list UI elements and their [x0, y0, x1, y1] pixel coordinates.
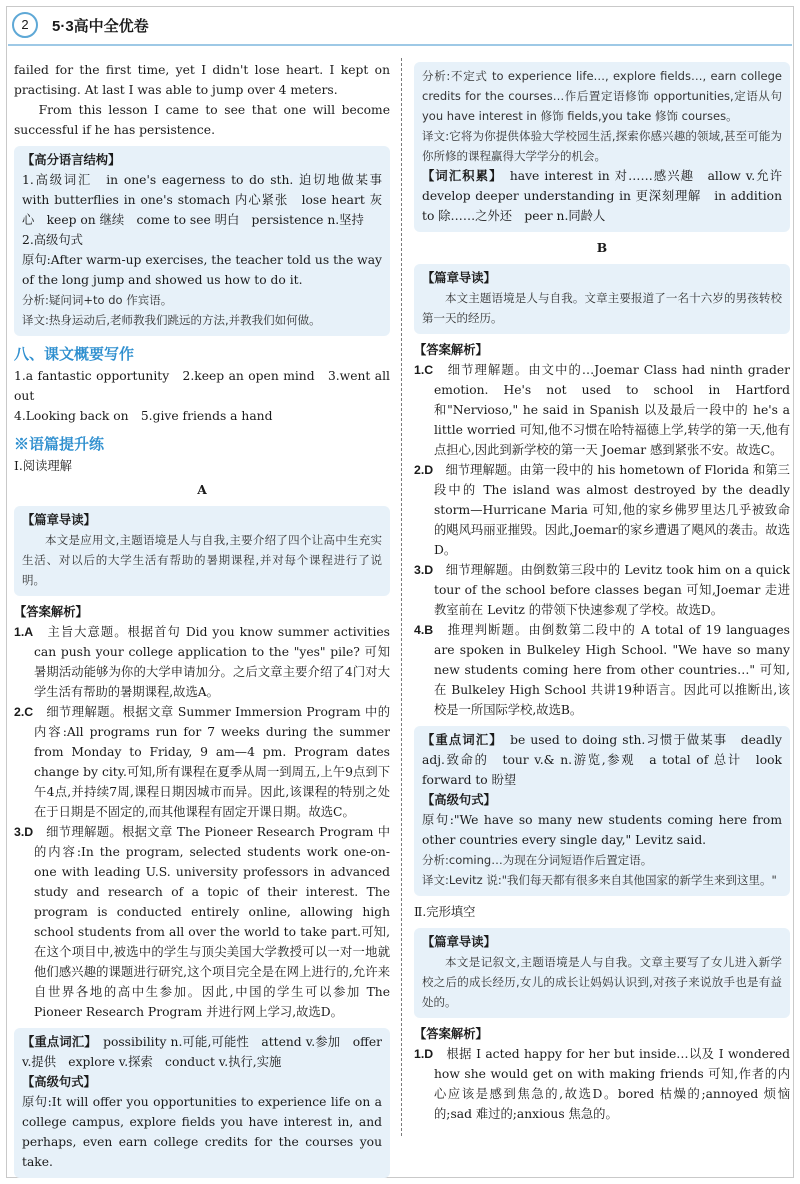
- box-tag: 【高级句式】: [22, 1075, 96, 1089]
- answer-item: 1.A 主旨大意题。根据首句 Did you know summer activities can push your college application to the "yes" pile? 可知暑期活动能够为你的大学申请加分。之后文章主要介绍了4门对大学生活有帮助的暑期课程,故选A。: [14, 625, 390, 699]
- answer-item: 2.C 细节理解题。根据文章 Summer Immersion Program 中的内容:All programs run for 7 weeks during the summer from Monday to Friday, 9 am—4 pm. Program dates change by city.可知,所有课程在夏季从周一到周五,上午9点到下午4点,并持续7周,课程日期因城市而异。因此,该课程的特别之处在于日期是不固定的,而其他课程有固定开课日期。故选C。: [14, 705, 390, 819]
- box-line: 分析:疑问词+to do 作宾语。: [22, 293, 173, 307]
- summary-answers: 4.Looking back on 5.give friends a hand: [14, 409, 273, 423]
- left-column: [14, 60, 395, 1184]
- vocab-line: 【重点词汇】 possibility n.可能,可能性 attend v.参加 offer v.提供 explore v.探索 conduct v.执行,实施: [22, 1035, 382, 1069]
- answer-item: 4.B 推理判断题。由倒数第二段中的 A total of 19 languages are spoken in Bulkeley High School. "We have so many new students coming here from other countries…" 可知,在 Bulkeley High School 共讲19种语言。因此可以推断出,该校是一所国际学校,故选B。: [414, 623, 790, 717]
- right-column: [414, 60, 795, 1124]
- subsection-title: Ⅰ.阅读理解: [14, 459, 72, 473]
- box-line: 译文:热身运动后,老师教我们跳远的方法,并教我们如何做。: [22, 313, 321, 327]
- passage-letter: B: [596, 240, 608, 255]
- guide-text: 本文是记叙文,主题语境是人与自我。文章主要写了女儿进入新学校之后的成长经历,女儿的成长让妈妈认识到,对孩子来说放手也是有益处的。: [422, 955, 782, 1009]
- vocabulary-box: [414, 726, 790, 896]
- box-line: 译文:Levitz 说:"我们每天都有很多来自其他国家的新学生来到这里。": [422, 873, 777, 887]
- header-rule: [8, 44, 792, 46]
- box-line: 原句:"We have so many new students coming here from other countries every single day," Levitz said.: [422, 813, 782, 847]
- page-header: [8, 10, 792, 40]
- box-tag: 【高分语言结构】: [22, 153, 121, 167]
- section-heading: 八、课文概要写作: [14, 346, 135, 363]
- box-tag: 【篇章导读】: [422, 271, 496, 285]
- vocab-line: 【重点词汇】 be used to doing sth.习惯于做某事 deadly adj.致命的 tour v.& n.游览,参观 a total of 总计 look forward to 盼望: [422, 733, 782, 787]
- vocabulary-box: [14, 1028, 390, 1178]
- box-line: 2.高级句式: [22, 233, 83, 247]
- answer-item: 2.D 细节理解题。由第一段中的 his hometown of Florida 和第三段中的 The island was almost destroyed by the deadly storm—Hurricane Maria 可知,他的家乡佛罗里达几乎被致命的飓风玛丽亚摧毁。因此,Joemar的家乡遭遇了飓风的袭击。故选D。: [414, 463, 790, 557]
- box-line: 分析:不定式 to experience life…, explore fields…, earn college credits for the courses…作后置定语修饰 opportunities,定语从句 you have interest in 修饰 fields,you take 修饰 courses。: [422, 69, 782, 123]
- box-line: 原句:After warm-up exercises, the teacher told us the way of the long jump and showed us how to do it.: [22, 253, 382, 287]
- box-line: 译文:它将为你提供体验大学校园生活,探索你感兴趣的领域,甚至可能为你所修的课程赢得大学学分的机会。: [422, 129, 782, 163]
- box-tag: 【高级句式】: [422, 793, 496, 807]
- page-number: 2: [12, 12, 38, 38]
- answers-tag: 【答案解析】: [14, 605, 88, 619]
- analysis-box: [414, 62, 795, 232]
- section-heading: ※语篇提升练: [14, 436, 105, 453]
- subsection-title: Ⅱ.完形填空: [414, 905, 476, 919]
- guide-text: 本文是应用文,主题语境是人与自我,主要介绍了四个让高中生充实生活、对以后的大学生活有帮助的暑期课程,并对每个课程进行了说明。: [22, 533, 382, 587]
- passage-guide-box: [14, 506, 390, 596]
- answer-item: 3.D 细节理解题。根据文章 The Pioneer Research Program 中的内容:In the program, selected students work one-on-one with leading U.S. university professors in advanced study and research of a topic of their interest. The program is conducted entirely online, allowing high school students from all over the world to take part.可知,在这个项目中,被选中的学生与顶尖美国大学教授可以一对一地就他们感兴趣的课题进行研究,这个项目完全是在网上进行的,允许来自世界各地的高中生参加。因此,中国的学生可以参加 The Pioneer Research Program 并进行网上学习,故选D。: [14, 825, 390, 1019]
- summary-answers: 1.a fantastic opportunity 2.keep an open mind 3.went all out: [14, 369, 390, 403]
- box-line: 1.高级词汇 in one's eagerness to do sth. 迫切地做某事 with butterflies in one's stomach 内心紧张 lose heart 灰心 keep on 继续 come to see 明白 persistence n.坚持: [22, 173, 395, 227]
- passage-guide-box: [414, 264, 790, 334]
- box-tag: 【篇章导读】: [422, 935, 496, 949]
- answer-item: 1.C 细节理解题。由文中的…Joemar Class had ninth grader emotion. He's not used to school in Hartford 和"Nervioso," he said in Spanish 以及最后一段中的 he's a little worried 可知,他不习惯在哈特福德上学,转学的第一天,他有点担心,因此到新学校的第一天 Joemar 感到紧张不安。故选C。: [414, 363, 790, 457]
- answers-tag: 【答案解析】: [414, 343, 488, 357]
- box-line: 分析:coming…为现在分词短语作后置定语。: [422, 853, 653, 867]
- box-line: 原句:It will offer you opportunities to experience life on a college campus, explore fields you have interest in, and perhaps, even earn college credits for the courses you take.: [22, 1095, 382, 1169]
- guide-text: 本文主题语境是人与自我。文章主要报道了一名十六岁的男孩转校第一天的经历。: [422, 291, 782, 325]
- vocab-line: 【词汇积累】 have interest in 对……感兴趣 allow v.允许 develop deeper understanding in 更深刻理解 in addition to 除……之外还 peer n.同龄人: [422, 169, 795, 223]
- column-divider: [401, 58, 402, 1136]
- intro-paragraph-1: failed for the first time, yet I didn't lose heart. I kept on practising. At last I was able to jump over 4 meters.: [14, 63, 390, 97]
- passage-letter: A: [197, 482, 207, 497]
- intro-paragraph-2: From this lesson I came to see that one will become successful if he has persistence.: [14, 103, 390, 137]
- answer-item: 1.D 根据 I acted happy for her but inside…以及 I wondered how she would get on with making friends 可知,作者的内心应该是感到焦急的,故选D。bored 枯燥的;annoyed 烦恼的;sad 难过的;anxious 焦急的。: [414, 1047, 790, 1121]
- answers-tag: 【答案解析】: [414, 1027, 488, 1041]
- passage-guide-box: [414, 928, 790, 1018]
- box-tag: 【篇章导读】: [22, 513, 96, 527]
- answer-item: 3.D 细节理解题。由倒数第三段中的 Levitz took him on a quick tour of the school before classes began 可知,Joemar 走进教室前在 Levitz 的带领下快速参观了学校。故选D。: [414, 563, 790, 617]
- language-structure-box: [14, 146, 395, 336]
- book-title: 5·3高中全优卷: [52, 18, 149, 35]
